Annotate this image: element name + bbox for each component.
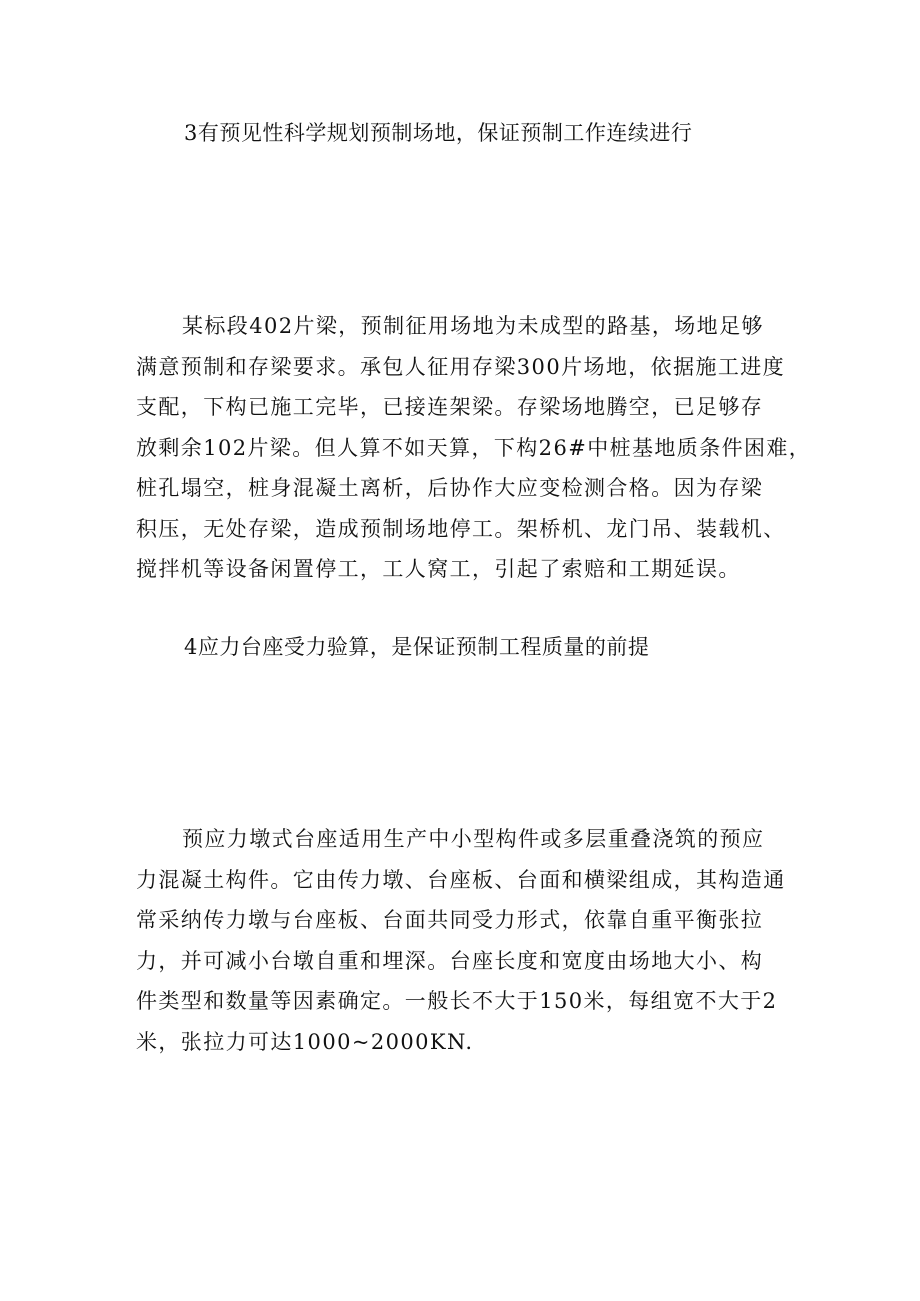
paragraph-2 [136, 819, 796, 1062]
paragraph-1 [136, 306, 812, 590]
paragraph-line: 搅拌机等设备闲置停工，工人窝工，引起了索赔和工期延误。 [136, 557, 741, 581]
paragraph-line: 某标段402片梁，预制征用场地为未成型的路基，场地足够 [182, 314, 764, 338]
section-heading-3: 3有预见性科学规划预制场地，保证预制工作连续进行 [184, 121, 693, 145]
paragraph-line: 力混凝土构件。它由传力墩、台座板、台面和横梁组成，其构造通 [136, 867, 786, 892]
paragraph-line: 力，并可减小台墩自重和埋深。台座长度和宽度由场地大小、构 [136, 948, 764, 973]
paragraph-line: 积压，无处存梁，造成预制场地停工。架桥机、龙门吊、装载机、 [136, 516, 786, 541]
paragraph-line: 米，张拉力可达1000~2000KN. [136, 1029, 474, 1054]
paragraph-line: 支配，下构已施工完毕，已接连架梁。存梁场地腾空，已足够存 [136, 395, 764, 419]
paragraph-line: 放剩余102片梁。但人算不如天算，下构26#中桩基地质条件困难， [136, 435, 812, 460]
paragraph-line: 常采纳传力墩与台座板、台面共同受力形式，依靠自重平衡张拉 [136, 908, 764, 932]
paragraph-line: 件类型和数量等因素确定。一般长不大于150米，每组宽不大于2 [136, 989, 778, 1013]
paragraph-line: 满意预制和存梁要求。承包人征用存梁300片场地，依据施工进度 [136, 354, 786, 379]
section-heading-4: 4应力台座受力验算，是保证预制工程质量的前提 [184, 635, 650, 659]
paragraph-line: 桩孔塌空，桩身混凝土离析，后协作大应变检测合格。因为存梁 [136, 476, 764, 500]
paragraph-line: 预应力墩式台座适用生产中小型构件或多层重叠浇筑的预应 [182, 827, 765, 851]
